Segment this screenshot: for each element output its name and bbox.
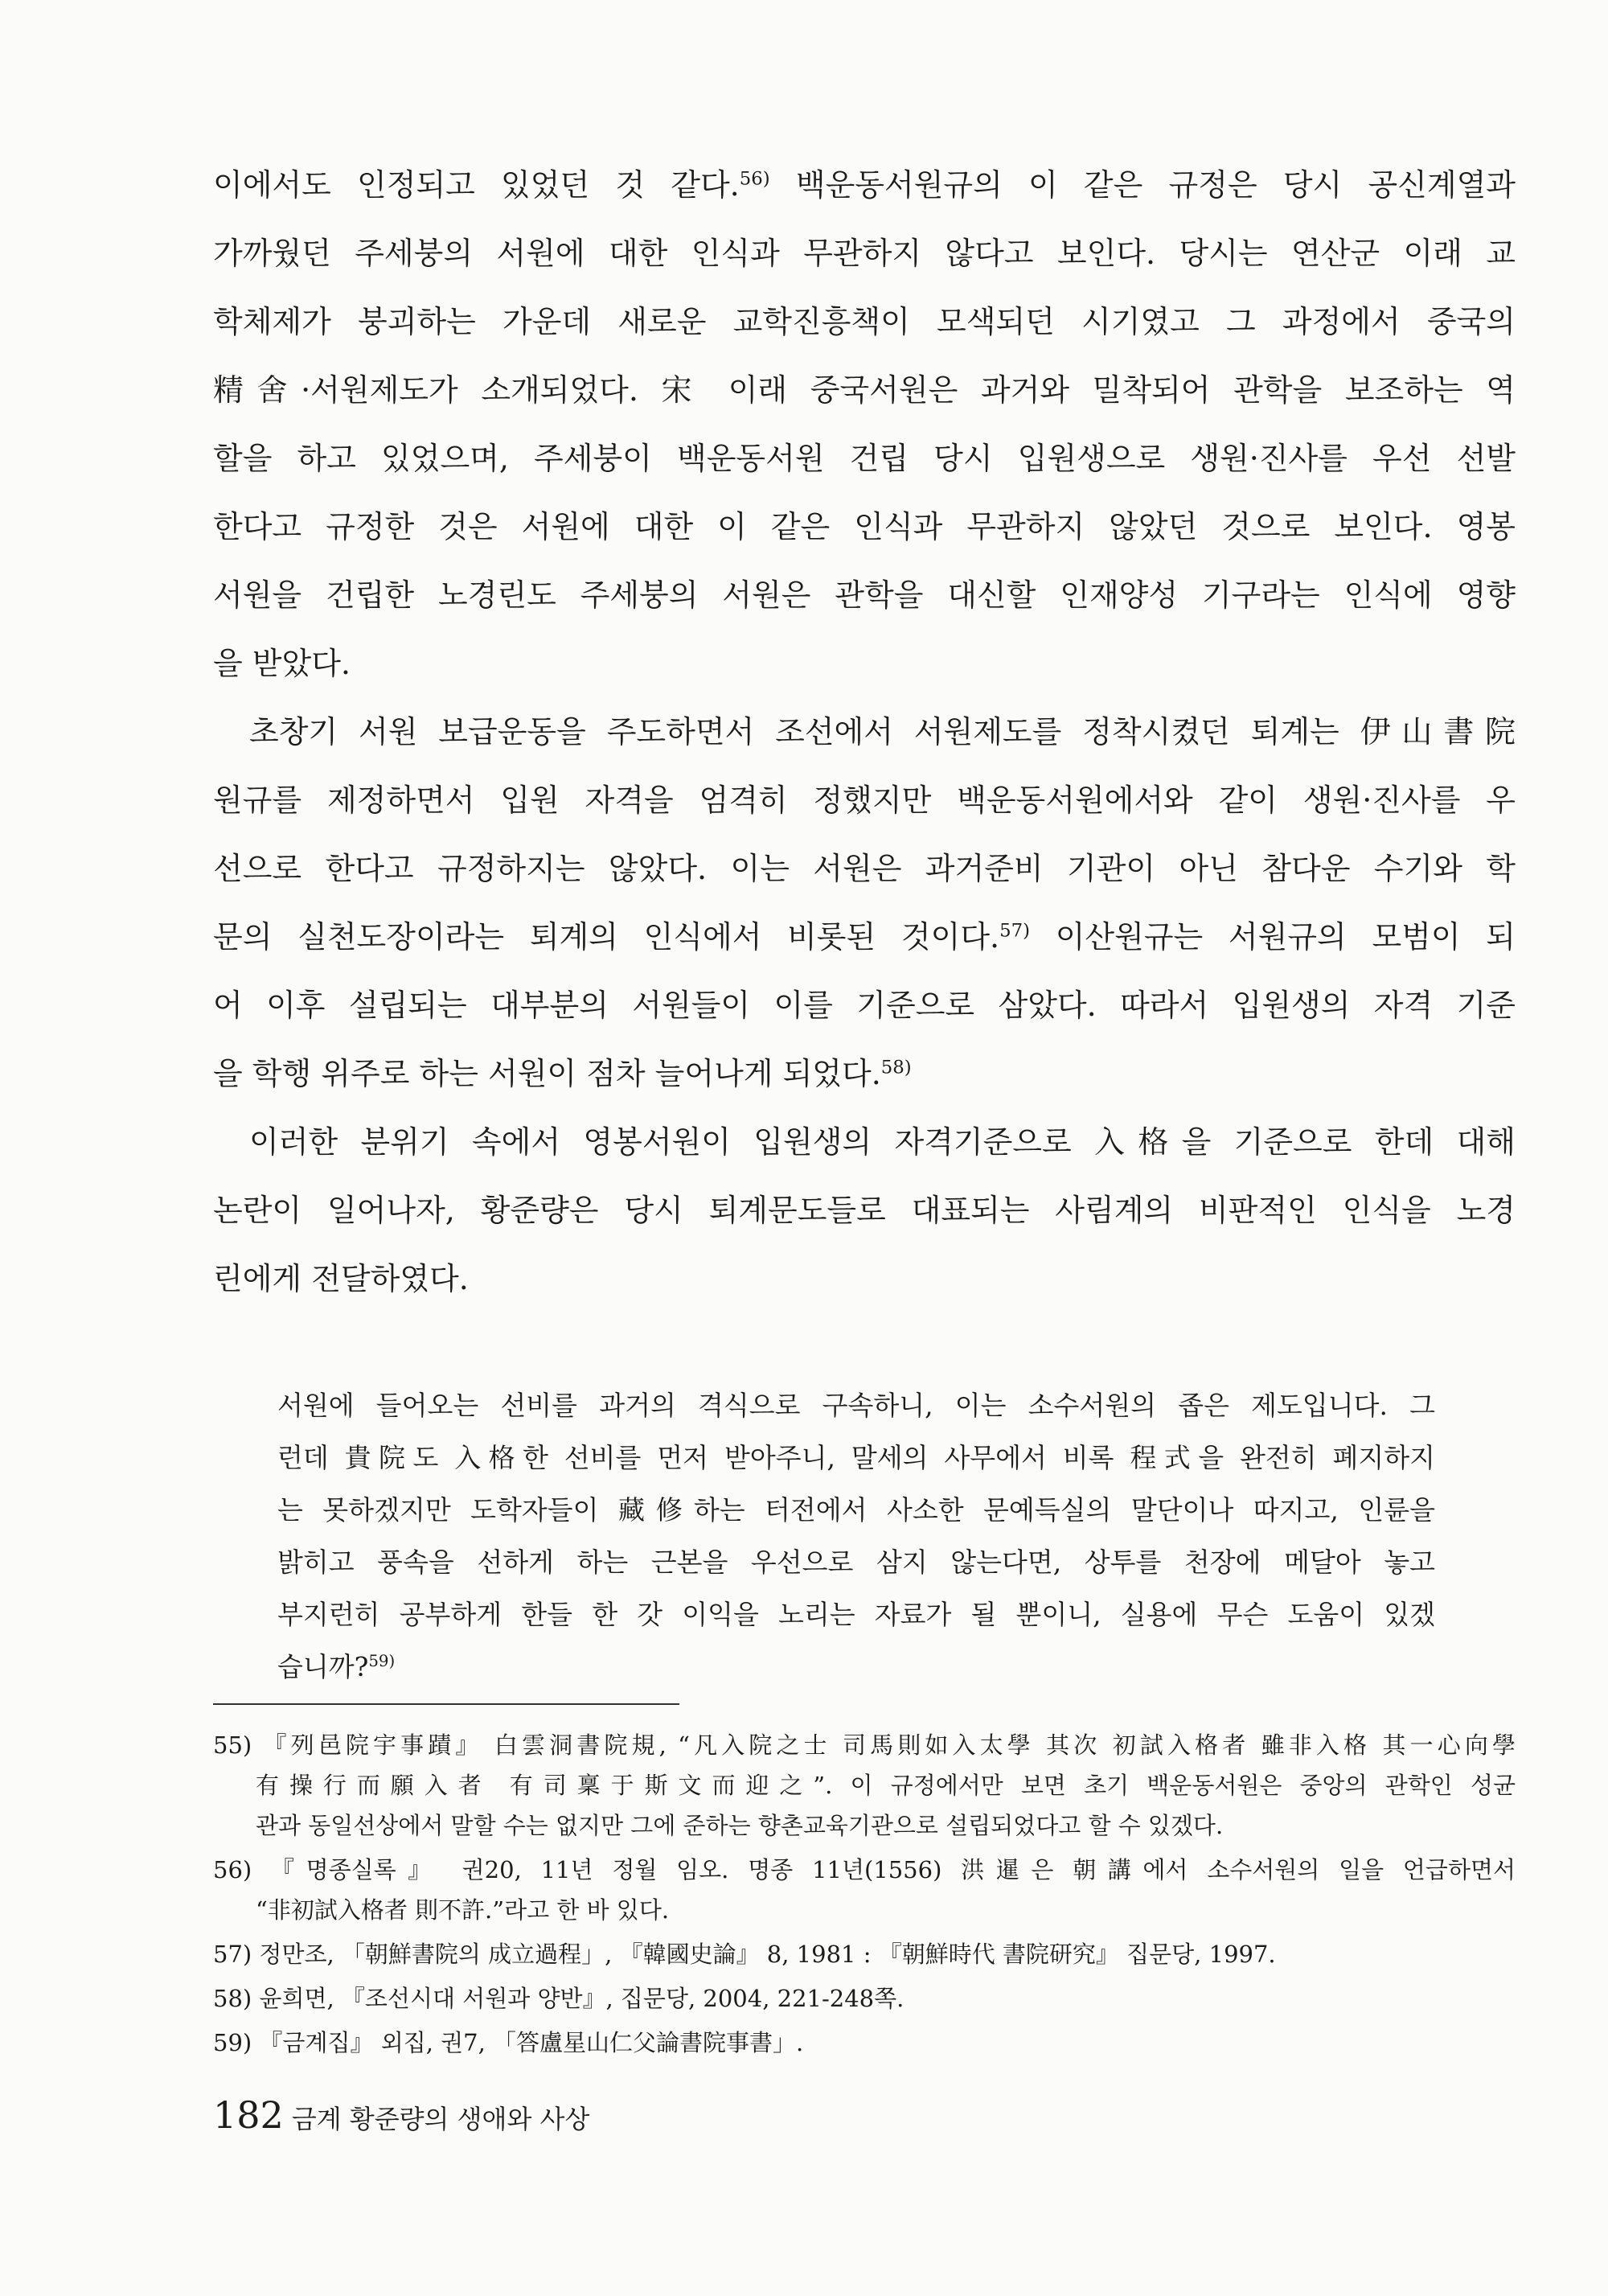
- quote-line: 습니까?$^{59)}$: [277, 1651, 396, 1682]
- paragraph-line: 한다고 규정한 것은 서원에 대한 이 같은 인식과 무관하지 않았던 것으로 보인다. 영봉: [213, 509, 1516, 544]
- paragraph-line: 가까웠던 주세붕의 서원에 대한 인식과 무관하지 않다고 보인다. 당시는 연산군 이래 교: [213, 236, 1516, 271]
- footnote-line: 58) 윤희면, 『조선시대 서원과 양반』, 집문당, 2004, 221-248쪽.: [213, 1985, 904, 2012]
- quote-line: 밝히고 풍속을 선하게 하는 근본을 우선으로 삼지 않는다면, 상투를 천장에 메달아 놓고: [277, 1546, 1435, 1578]
- footnote-ref[interactable]: 59): [368, 1652, 396, 1671]
- footnote-line: 有操行而願入者 有司稟于斯文而迎之”. 이 규정에서만 보면 초기 백운동서원은 중앙의 관학인 성균: [256, 1772, 1516, 1799]
- footnote-ref[interactable]: 58): [880, 1057, 912, 1078]
- footnote-line: 59) 『금계집』 외집, 권7, 「答盧星山仁父論書院事書」.: [213, 2029, 804, 2056]
- footnote-ref[interactable]: 57): [999, 920, 1031, 942]
- footnote-line: 55) 『列邑院宇事蹟』 白雲洞書院規, “凡入院之士 司馬則如入太學 其次 初試入格者 雖非入格 其一心向學: [213, 1731, 1516, 1759]
- paragraph-line: 초창기 서원 보급운동을 주도하면서 조선에서 서원제도를 정착시켰던 퇴계는 伊山書院: [249, 714, 1516, 750]
- footnote-line: 56) 『명종실록』 권20, 11년 정월 임오. 명종 11년(1556) 洪暹은 朝講에서 소수서원의 일을 언급하면서: [213, 1856, 1516, 1883]
- paragraph-line: 학체제가 붕괴하는 가운데 새로운 교학진흥책이 모색되던 시기였고 그 과정에서 중국의: [213, 304, 1516, 339]
- paragraph-line: 어 이후 설립되는 대부분의 서원들이 이를 기준으로 삼았다. 따라서 입원생의 자격 기준: [213, 988, 1516, 1023]
- paragraph-line: 을 받았다.: [213, 646, 351, 681]
- footnote-ref[interactable]: 56): [739, 168, 770, 190]
- paragraph-line: 이에서도 인정되고 있었던 것 같다.$^{56)}$ 백운동서원규의 이 같은 규정은 당시 공신계열과: [213, 167, 1516, 203]
- footnote-divider: [213, 1703, 679, 1705]
- book-title: 금계 황준량의 생애와 사상: [291, 2104, 590, 2134]
- paragraph-line: 精舍·서원제도가 소개되었다. 宋 이래 중국서원은 과거와 밀착되어 관학을 보조하는 역: [213, 372, 1516, 408]
- paragraph-line: 선으로 한다고 규정하지는 않았다. 이는 서원은 과거준비 기관이 아닌 참다운 수기와 학: [213, 851, 1516, 886]
- paragraph-line: 서원을 건립한 노경린도 주세붕의 서원은 관학을 대신할 인재양성 기구라는 인식에 영향: [213, 577, 1516, 613]
- page-number: 182: [213, 2093, 284, 2137]
- quote-line: 부지런히 공부하게 한들 한 갓 이익을 노리는 자료가 될 뿐이니, 실용에 무슨 도움이 있겠: [277, 1599, 1435, 1630]
- quote-line: 서원에 들어오는 선비를 과거의 격식으로 구속하니, 이는 소수서원의 좁은 제도입니다. 그: [277, 1390, 1435, 1421]
- footnote-line: 관과 동일선상에서 말할 수는 없지만 그에 준하는 향촌교육기관으로 설립되었다고 할 수 있겠다.: [256, 1812, 1224, 1839]
- page-footer: [213, 2095, 589, 2139]
- footnote-line: 57) 정만조, 「朝鮮書院의 成立過程」, 『韓國史論』 8, 1981 : 『朝鮮時代 書院研究』 집문당, 1997.: [213, 1941, 1276, 1968]
- paragraph-line: 을 학행 위주로 하는 서원이 점차 늘어나게 되었다.$^{58)}$: [213, 1056, 912, 1091]
- quote-line: 는 못하겠지만 도학자들이 藏修하는 터전에서 사소한 문예득실의 말단이나 따지고, 인륜을: [277, 1494, 1435, 1526]
- paragraph-line: 논란이 일어나자, 황준량은 당시 퇴계문도들로 대표되는 사림계의 비판적인 인식을 노경: [213, 1193, 1516, 1228]
- paragraph-line: 린에게 전달하였다.: [213, 1261, 469, 1296]
- paragraph-line: 원규를 제정하면서 입원 자격을 엄격히 정했지만 백운동서원에서와 같이 생원·진사를 우: [213, 782, 1516, 818]
- paragraph-line: 할을 하고 있었으며, 주세붕이 백운동서원 건립 당시 입원생으로 생원·진사를 우선 선발: [213, 441, 1516, 476]
- paragraph-line: 문의 실천도장이라는 퇴계의 인식에서 비롯된 것이다.$^{57)}$ 이산원규는 서원규의 모범이 되: [213, 919, 1516, 955]
- quote-line: 런데 貴院도 入格한 선비를 먼저 받아주니, 말세의 사무에서 비록 程式을 완전히 폐지하지: [277, 1442, 1435, 1473]
- paragraph-line: 이러한 분위기 속에서 영봉서원이 입원생의 자격기준으로 入格을 기준으로 한데 대해: [249, 1124, 1516, 1160]
- footnote-line: “非初試入格者 則不許.”라고 한 바 있다.: [256, 1896, 670, 1924]
